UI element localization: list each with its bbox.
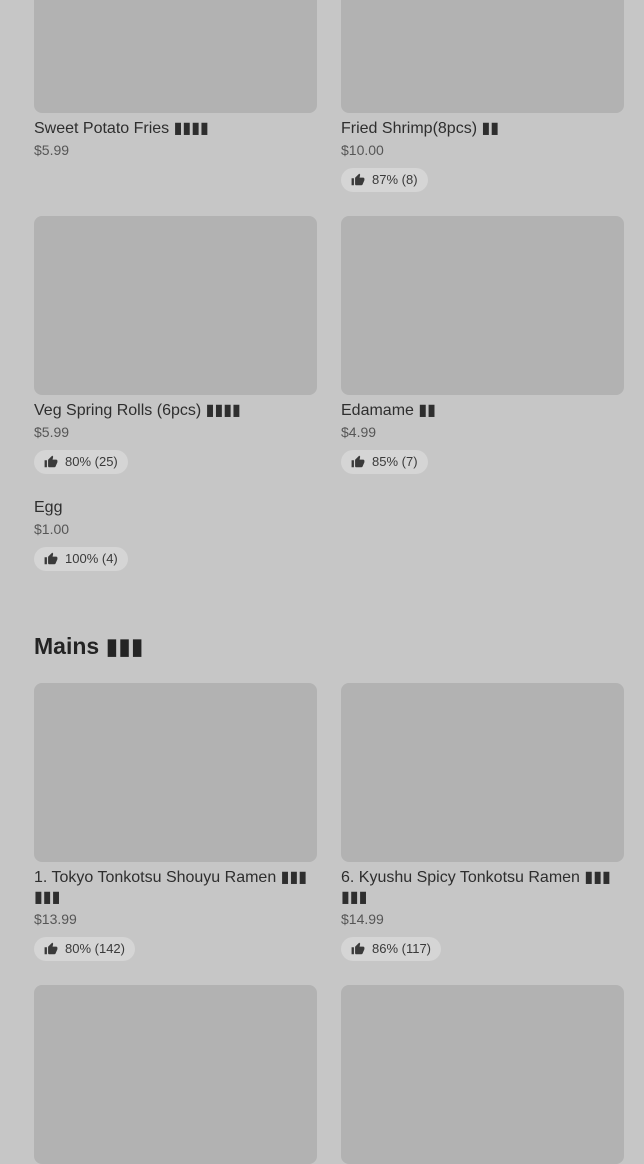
thumbs-up-icon (351, 942, 365, 956)
menu-item-partial-left[interactable] (34, 985, 317, 1164)
rating-text: 80% (142) (65, 941, 125, 956)
item-name: 6. Kyushu Spicy Tonkotsu Ramen ▮▮▮ ▮▮▮ (341, 869, 611, 906)
rating-text: 100% (4) (65, 551, 118, 566)
rating-text: 85% (7) (372, 454, 418, 469)
rating-badge (341, 450, 428, 474)
item-name: Edamame ▮▮ (341, 402, 436, 419)
item-name: 1. Tokyo Tonkotsu Shouyu Ramen ▮▮▮ ▮▮▮ (34, 869, 308, 906)
item-image (341, 985, 624, 1164)
item-name: Fried Shrimp(8pcs) ▮▮ (341, 120, 500, 137)
thumbs-up-icon (44, 455, 58, 469)
item-price: $13.99 (34, 911, 77, 927)
item-price: $5.99 (34, 424, 70, 440)
rating-badge (34, 547, 128, 571)
menu-row (34, 216, 624, 474)
thumbs-up-icon (351, 455, 365, 469)
rating-text: 87% (8) (372, 172, 418, 187)
item-image (341, 683, 624, 862)
rating-badge (341, 937, 441, 961)
item-price: $4.99 (341, 424, 377, 440)
item-price: $10.00 (341, 142, 384, 158)
item-image (34, 683, 317, 862)
thumbs-up-icon (351, 173, 365, 187)
item-image (34, 985, 317, 1164)
menu-item-fried-shrimp[interactable] (341, 0, 624, 192)
item-price: $1.00 (34, 521, 70, 537)
rating-badge (34, 937, 135, 961)
item-name: Veg Spring Rolls (6pcs) ▮▮▮▮ (34, 402, 241, 419)
thumbs-up-icon (44, 942, 58, 956)
item-image (341, 216, 624, 395)
menu-item-kyushu-spicy-tonkotsu-ramen[interactable] (341, 683, 624, 961)
rating-text: 86% (117) (372, 941, 432, 956)
menu-item-partial-right[interactable] (341, 985, 624, 1164)
rating-badge (341, 168, 428, 192)
menu-row (34, 498, 624, 571)
item-image (34, 216, 317, 395)
item-price: $5.99 (34, 142, 70, 158)
menu-item-edamame[interactable] (341, 216, 624, 474)
item-image (341, 0, 624, 113)
menu-item-sweet-potato-fries[interactable] (34, 0, 317, 160)
menu-row (34, 985, 624, 1164)
item-image (34, 0, 317, 113)
section-heading-mains: Mains ▮▮▮ (34, 633, 144, 659)
menu-row (34, 0, 624, 192)
menu-row (34, 683, 624, 961)
rating-text: 80% (25) (65, 454, 118, 469)
menu-item-tokyo-tonkotsu-shouyu-ramen[interactable] (34, 683, 317, 961)
rating-badge (34, 450, 128, 474)
item-name: Egg (34, 499, 63, 516)
menu-item-egg[interactable] (34, 498, 317, 571)
thumbs-up-icon (44, 552, 58, 566)
menu-item-veg-spring-rolls[interactable] (34, 216, 317, 474)
item-name: Sweet Potato Fries ▮▮▮▮ (34, 120, 209, 137)
item-price: $14.99 (341, 911, 384, 927)
